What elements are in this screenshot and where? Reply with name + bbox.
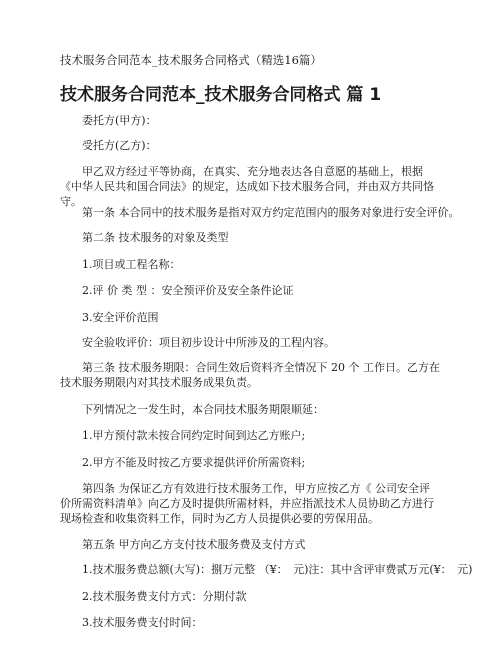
extension-conditions-line: 下列情况之一发生时，本合同技术服务期限顺延： — [82, 403, 324, 416]
service-fee-total-line: 1.技术服务费总额(大写)：捌万元整 （¥： 元)注：其中含评审费贰万元(¥： 元) — [82, 563, 473, 576]
article-2-heading: 第二条 技术服务的对象及类型 — [82, 231, 229, 244]
evaluation-type-line: 2.评 价 类 型 ：安全预评价及安全条件论证 — [82, 284, 294, 297]
project-name-line: 1.项目或工程名称： — [82, 258, 181, 271]
document-subtitle: 技术服务合同范本_技术服务合同格式（精选16篇） — [60, 53, 322, 67]
document-title: 技术服务合同范本_技术服务合同格式 篇 1 — [60, 85, 382, 105]
extension-condition-1: 1.甲方预付款未按合同约定时间到达乙方账户; — [82, 429, 306, 442]
acceptance-evaluation-line: 安全验收评价：项目初步设计中所涉及的工程内容。 — [82, 336, 335, 349]
party-a-line: 委托方(甲方)： — [82, 114, 157, 127]
article-4: 第四条 为保证乙方有效进行技术服务工作，甲方应按乙方《 公司安全评价所需资料清单》向乙方及时提供所需材料，并应指派技术人员协助乙方进行现场检查和收集资料工作，同时为乙方人员提供必要的劳保用品。 — [60, 482, 434, 525]
article-3: 第三条 技术服务期限：合同生效后资料齐全情况下 20 个 工作日。乙方在技术服务期限内对其技术服务成果负责。 — [60, 361, 440, 389]
preamble-paragraph: 甲乙双方经过平等协商，在真实、充分地表达各自意愿的基础上，根据《中华人民共和国合同法》的规定，达成如下技术服务合同，并由双方共同恪守。 — [60, 165, 434, 208]
payment-time-line: 3.技术服务费支付时间： — [82, 616, 203, 629]
article-1: 第一条 本合同中的技术服务是指对双方约定范围内的服务对象进行安全评价。 — [82, 206, 460, 219]
payment-method-line: 2.技术服务费支付方式：分期付款 — [82, 590, 247, 603]
extension-condition-2: 2.甲方不能及时按乙方要求提供评价所需资料; — [82, 456, 306, 469]
party-b-line: 受托方(乙方)： — [82, 139, 157, 152]
evaluation-scope-line: 3.安全评价范围 — [82, 311, 159, 324]
article-5-heading: 第五条 甲方向乙方支付技术服务费及支付方式 — [82, 538, 306, 551]
